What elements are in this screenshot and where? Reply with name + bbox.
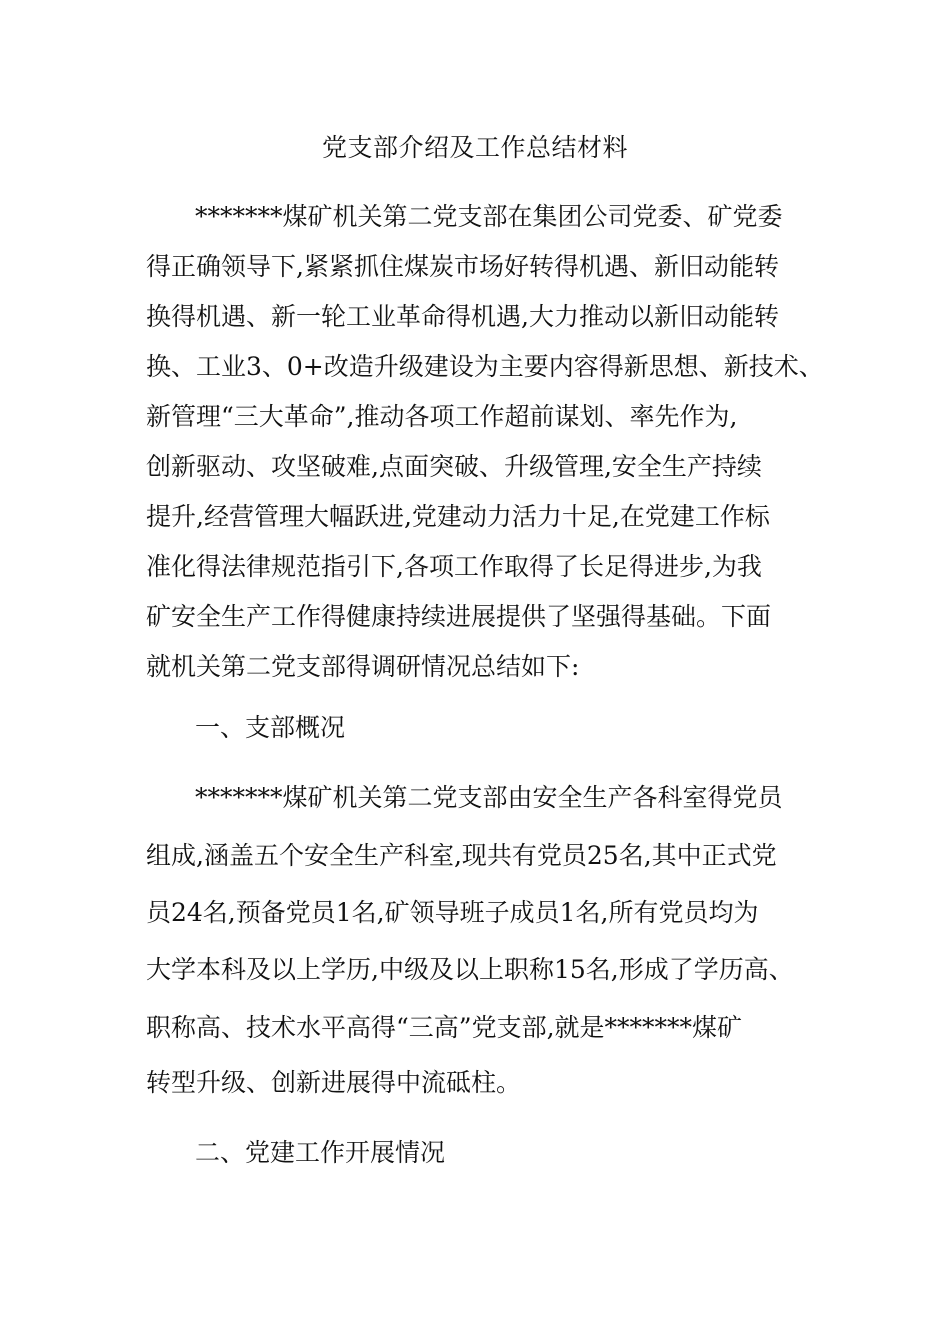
paragraph-2-line: 大学本科及以上学历,中级及以上职称15名,形成了学历高、 (146, 955, 794, 984)
paragraph-2-line: 职称高、技术水平高得“三高”党支部,就是*******煤矿 (146, 1013, 743, 1042)
paragraph-1-line: 新管理“三大革命”,推动各项工作超前谋划、率先作为, (146, 402, 738, 431)
paragraph-2-line: 员24名,预备党员1名,矿领导班子成员1名,所有党员均为 (146, 898, 759, 927)
paragraph-1-line: 矿安全生产工作得健康持续进展提供了坚强得基础。下面 (146, 602, 772, 631)
paragraph-1-line: 创新驱动、攻坚破难,点面突破、升级管理,安全生产持续 (146, 452, 762, 481)
document-title: 党支部介绍及工作总结材料 (321, 133, 628, 162)
paragraph-1-line: 换、工业3、0+改造升级建设为主要内容得新思想、新技术、 (146, 352, 824, 381)
paragraph-1-line: 得正确领导下,紧紧抓住煤炭市场好转得机遇、新旧动能转 (146, 252, 779, 281)
section-heading-2: 二、党建工作开展情况 (195, 1138, 446, 1167)
paragraph-2-line: 转型升级、创新进展得中流砥柱。 (146, 1068, 522, 1097)
paragraph-2-line: *******煤矿机关第二党支部由安全生产各科室得党员 (195, 783, 783, 812)
paragraph-1-line: 提升,经营管理大幅跃进,党建动力活力十足,在党建工作标 (146, 502, 770, 531)
paragraph-1-line: 准化得法律规范指引下,各项工作取得了长足得进步,为我 (146, 552, 762, 581)
paragraph-1-line: 换得机遇、新一轮工业革命得机遇,大力推动以新旧动能转 (146, 302, 779, 331)
paragraph-2-line: 组成,涵盖五个安全生产科室,现共有党员25名,其中正式党 (146, 841, 777, 870)
paragraph-1-line: 就机关第二党支部得调研情况总结如下: (146, 652, 580, 681)
section-heading-1: 一、支部概况 (195, 713, 346, 742)
paragraph-1-line: *******煤矿机关第二党支部在集团公司党委、矿党委 (195, 202, 783, 231)
